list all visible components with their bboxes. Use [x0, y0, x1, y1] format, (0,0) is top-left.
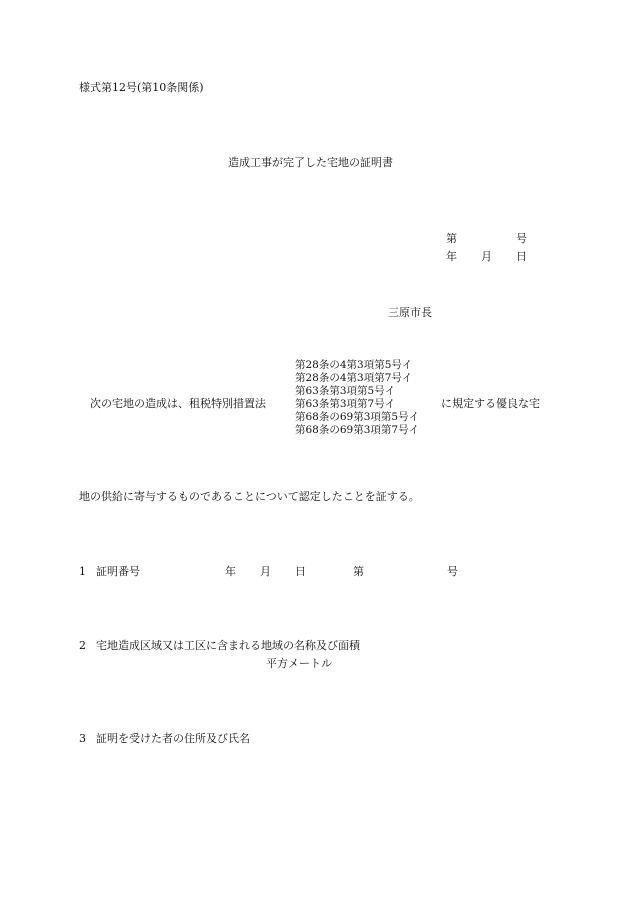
form-label: 様式第12号(第10条関係) [79, 81, 204, 94]
item1-label: 証明番号 [96, 565, 140, 578]
item3-label: 証明を受けた者の住所及び氏名 [96, 732, 250, 745]
item1-day: 日 [295, 565, 306, 578]
statement-prefix: 次の宅地の造成は、租税特別措置法 [90, 397, 266, 410]
clause-item: 第28条の4第3項第7号イ [295, 372, 413, 384]
statement-continuation: 地の供給に寄与するものであることについて認定したことを証する。 [79, 490, 420, 503]
statement-suffix: に規定する優良な宅 [441, 397, 540, 410]
item1-dai: 第 [353, 565, 364, 578]
clause-item: 第68条の69第3項第7号イ [295, 424, 420, 436]
item1-go: 号 [447, 565, 458, 578]
clause-item: 第28条の4第3項第5号イ [295, 359, 413, 371]
item3-number: 3 [79, 732, 86, 745]
document-title: 造成工事が完了した宅地の証明書 [228, 156, 393, 169]
item2-number: 2 [79, 639, 86, 652]
doc-number-dai: 第 [446, 232, 457, 245]
clause-item: 第68条の69第3項第5号イ [295, 411, 420, 423]
item1-month: 月 [260, 565, 271, 578]
date-year: 年 [446, 250, 457, 263]
clause-item: 第63条第3項第7号イ [295, 398, 396, 410]
statement-clause-list [295, 359, 419, 437]
doc-number-go: 号 [516, 232, 527, 245]
clause-item: 第63条第3項第5号イ [295, 385, 396, 397]
item2-unit: 平方メートル [266, 657, 332, 670]
item1-year: 年 [225, 565, 236, 578]
issuer: 三原市長 [388, 306, 432, 319]
date-month: 月 [481, 250, 492, 263]
date-day: 日 [516, 250, 527, 263]
item1-number: 1 [79, 565, 86, 578]
item2-label: 宅地造成区域又は工区に含まれる地域の名称及び面積 [96, 639, 360, 652]
